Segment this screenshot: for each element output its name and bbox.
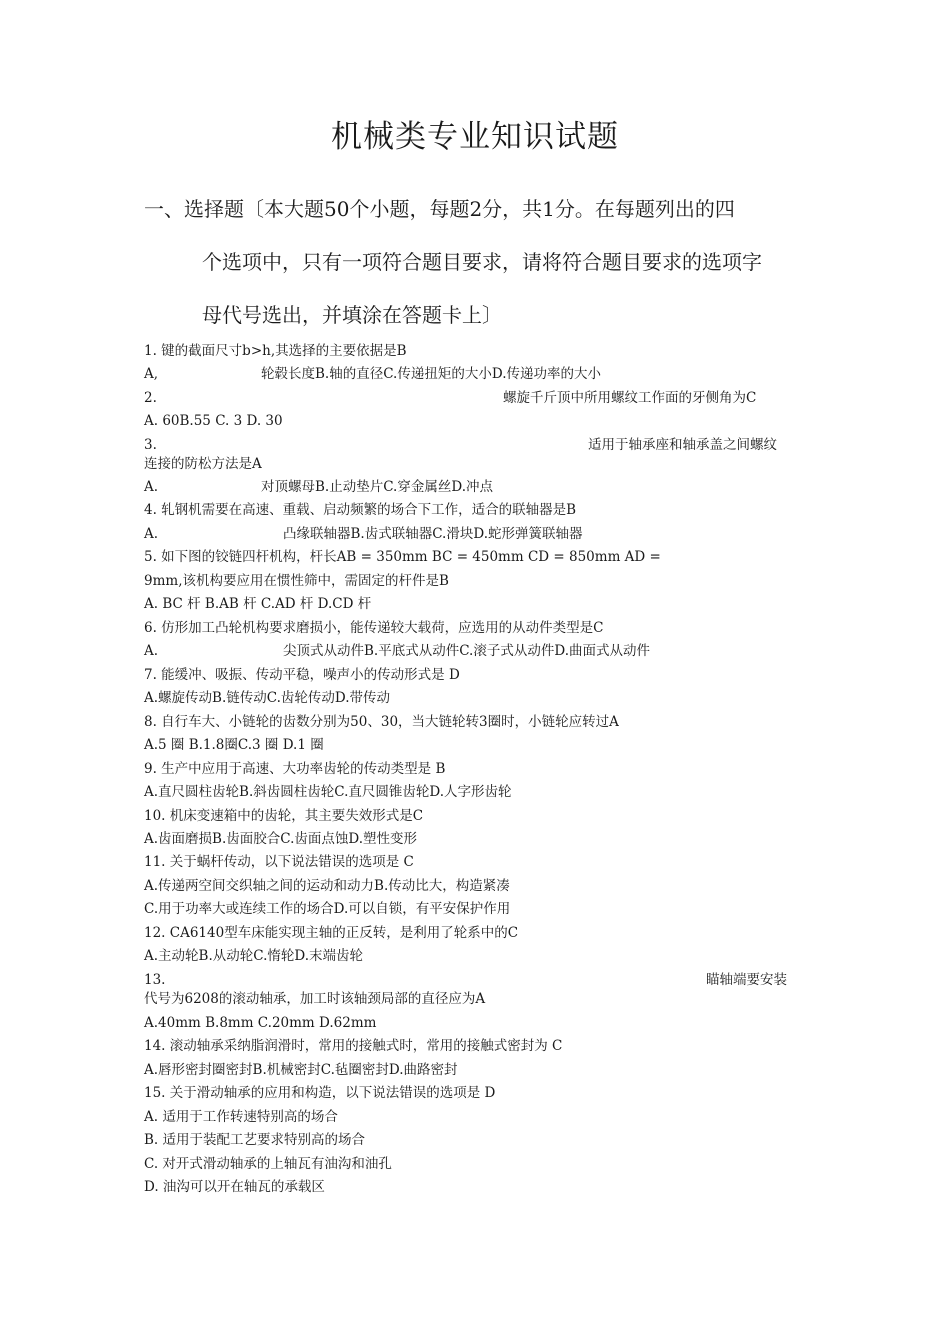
question-3-number: 3. bbox=[144, 437, 157, 453]
question-13-options: A.40mm B.8mm C.20mm D.62mm bbox=[144, 1015, 377, 1031]
question-8-stem: 8. 自行车大、小链轮的齿数分别为50、30，当大链轮转3圈时，小链轮应转过A bbox=[144, 714, 619, 730]
question-14-stem: 14. 滚动轴承采纳脂润滑时，常用的接触式时，常用的接触式密封为 C bbox=[144, 1038, 563, 1054]
question-5-stem-continued: 9mm,该机构要应用在惯性筛中，需固定的杆件是B bbox=[144, 573, 449, 589]
question-1-option-prefix: A, bbox=[144, 366, 159, 382]
question-15-stem: 15. 关于滑动轴承的应用和构造，以下说法错误的选项是 D bbox=[144, 1085, 496, 1101]
question-12-options: A.主动轮B.从动轮C.惰轮D.末端齿轮 bbox=[144, 948, 364, 964]
question-6-options: 尖顶式从动件B.平底式从动件C.滚子式从动件D.曲面式从动件 bbox=[283, 643, 650, 659]
question-13-stem: 瞄轴端要安装 bbox=[706, 972, 787, 988]
question-3-option-prefix: A. bbox=[144, 479, 159, 495]
section-heading-line-1: 一、选择题〔本大题50个小题，每题2分，共1分。在每题列出的四 bbox=[144, 197, 735, 221]
question-6-stem: 6. 仿形加工凸轮机构要求磨损小，能传递较大载荷，应选用的从动件类型是C bbox=[144, 620, 604, 636]
question-9-options: A.直尺圆柱齿轮B.斜齿圆柱齿轮C.直尺圆锥齿轮D.人字形齿轮 bbox=[144, 784, 512, 800]
question-13-number: 13. bbox=[144, 972, 166, 988]
question-8-options: A.5 圈 B.1.8圈C.3 圈 D.1 圈 bbox=[144, 737, 324, 753]
question-10-stem: 10. 机床变速箱中的齿轮，其主要失效形式是C bbox=[144, 808, 424, 824]
document-title: 机械类专业知识试题 bbox=[331, 119, 619, 155]
question-5-stem: 5. 如下图的铰链四杆机构，杆长AB = 350mm BC = 450mm CD = 850mm AD = bbox=[144, 549, 661, 565]
question-12-stem: 12. CA6140型车床能实现主轴的正反转，是利用了轮系中的C bbox=[144, 925, 519, 941]
section-heading-line-3: 母代号选出，并填涂在答题卡上〕 bbox=[202, 303, 502, 327]
question-2-stem: 螺旋千斤顶中所用螺纹工作面的牙侧角为C bbox=[503, 390, 757, 406]
question-7-options: A.螺旋传动B.链传动C.齿轮传动D.带传动 bbox=[144, 690, 391, 706]
question-3-stem-continued: 连接的防松方法是A bbox=[144, 456, 262, 472]
question-6-option-prefix: A. bbox=[144, 643, 159, 659]
question-7-stem: 7. 能缓冲、吸振、传动平稳，噪声小的传动形式是 D bbox=[144, 667, 460, 683]
question-15-option-c: C. 对开式滑动轴承的上轴瓦有油沟和油孔 bbox=[144, 1156, 392, 1172]
question-15-option-a: A. 适用于工作转速特别高的场合 bbox=[144, 1109, 338, 1125]
question-10-options: A.齿面磨损B.齿面胶合C.齿面点蚀D.塑性变形 bbox=[144, 831, 418, 847]
question-4-stem: 4. 轧钢机需要在高速、重载、启动频繁的场合下工作，适合的联轴器是B bbox=[144, 502, 577, 518]
question-4-options: 凸缘联轴器B.齿式联轴器C.滑块D.蛇形弹簧联轴器 bbox=[283, 526, 583, 542]
question-2-options: A. 60B.55 C. 3 D. 30 bbox=[144, 413, 283, 429]
question-14-options: A.唇形密封圈密封B.机械密封C.毡圈密封D.曲路密封 bbox=[144, 1062, 458, 1078]
question-1-options: 轮毂长度B.轴的直径C.传递扭矩的大小D.传递功率的大小 bbox=[261, 366, 601, 382]
question-11-options-ab: A.传递两空间交织轴之间的运动和动力B.传动比大，构造紧凑 bbox=[144, 878, 510, 894]
question-11-stem: 11. 关于蜗杆传动，以下说法错误的选项是 C bbox=[144, 854, 414, 870]
question-9-stem: 9. 生产中应用于高速、大功率齿轮的传动类型是 B bbox=[144, 761, 446, 777]
question-15-option-b: B. 适用于装配工艺要求特别高的场合 bbox=[144, 1132, 366, 1148]
section-heading-line-2: 个选项中，只有一项符合题目要求，请将符合题目要求的选项字 bbox=[202, 250, 762, 274]
question-2-number: 2. bbox=[144, 390, 157, 406]
question-4-option-prefix: A. bbox=[144, 526, 159, 542]
question-1-stem: 1. 键的截面尺寸b>h,其选择的主要依据是B bbox=[144, 343, 407, 359]
question-15-option-d: D. 油沟可以开在轴瓦的承载区 bbox=[144, 1179, 325, 1195]
question-13-stem-continued: 代号为6208的滚动轴承，加工时该轴颈局部的直径应为A bbox=[144, 991, 486, 1007]
question-5-options: A. BC 杆 B.AB 杆 C.AD 杆 D.CD 杆 bbox=[144, 596, 372, 612]
question-3-stem: 适用于轴承座和轴承盖之间螺纹 bbox=[588, 437, 777, 453]
question-11-options-cd: C.用于功率大或连续工作的场合D.可以自锁，有平安保护作用 bbox=[144, 901, 511, 917]
question-3-options: 对顶螺母B.止动垫片C.穿金属丝D.冲点 bbox=[261, 479, 493, 495]
